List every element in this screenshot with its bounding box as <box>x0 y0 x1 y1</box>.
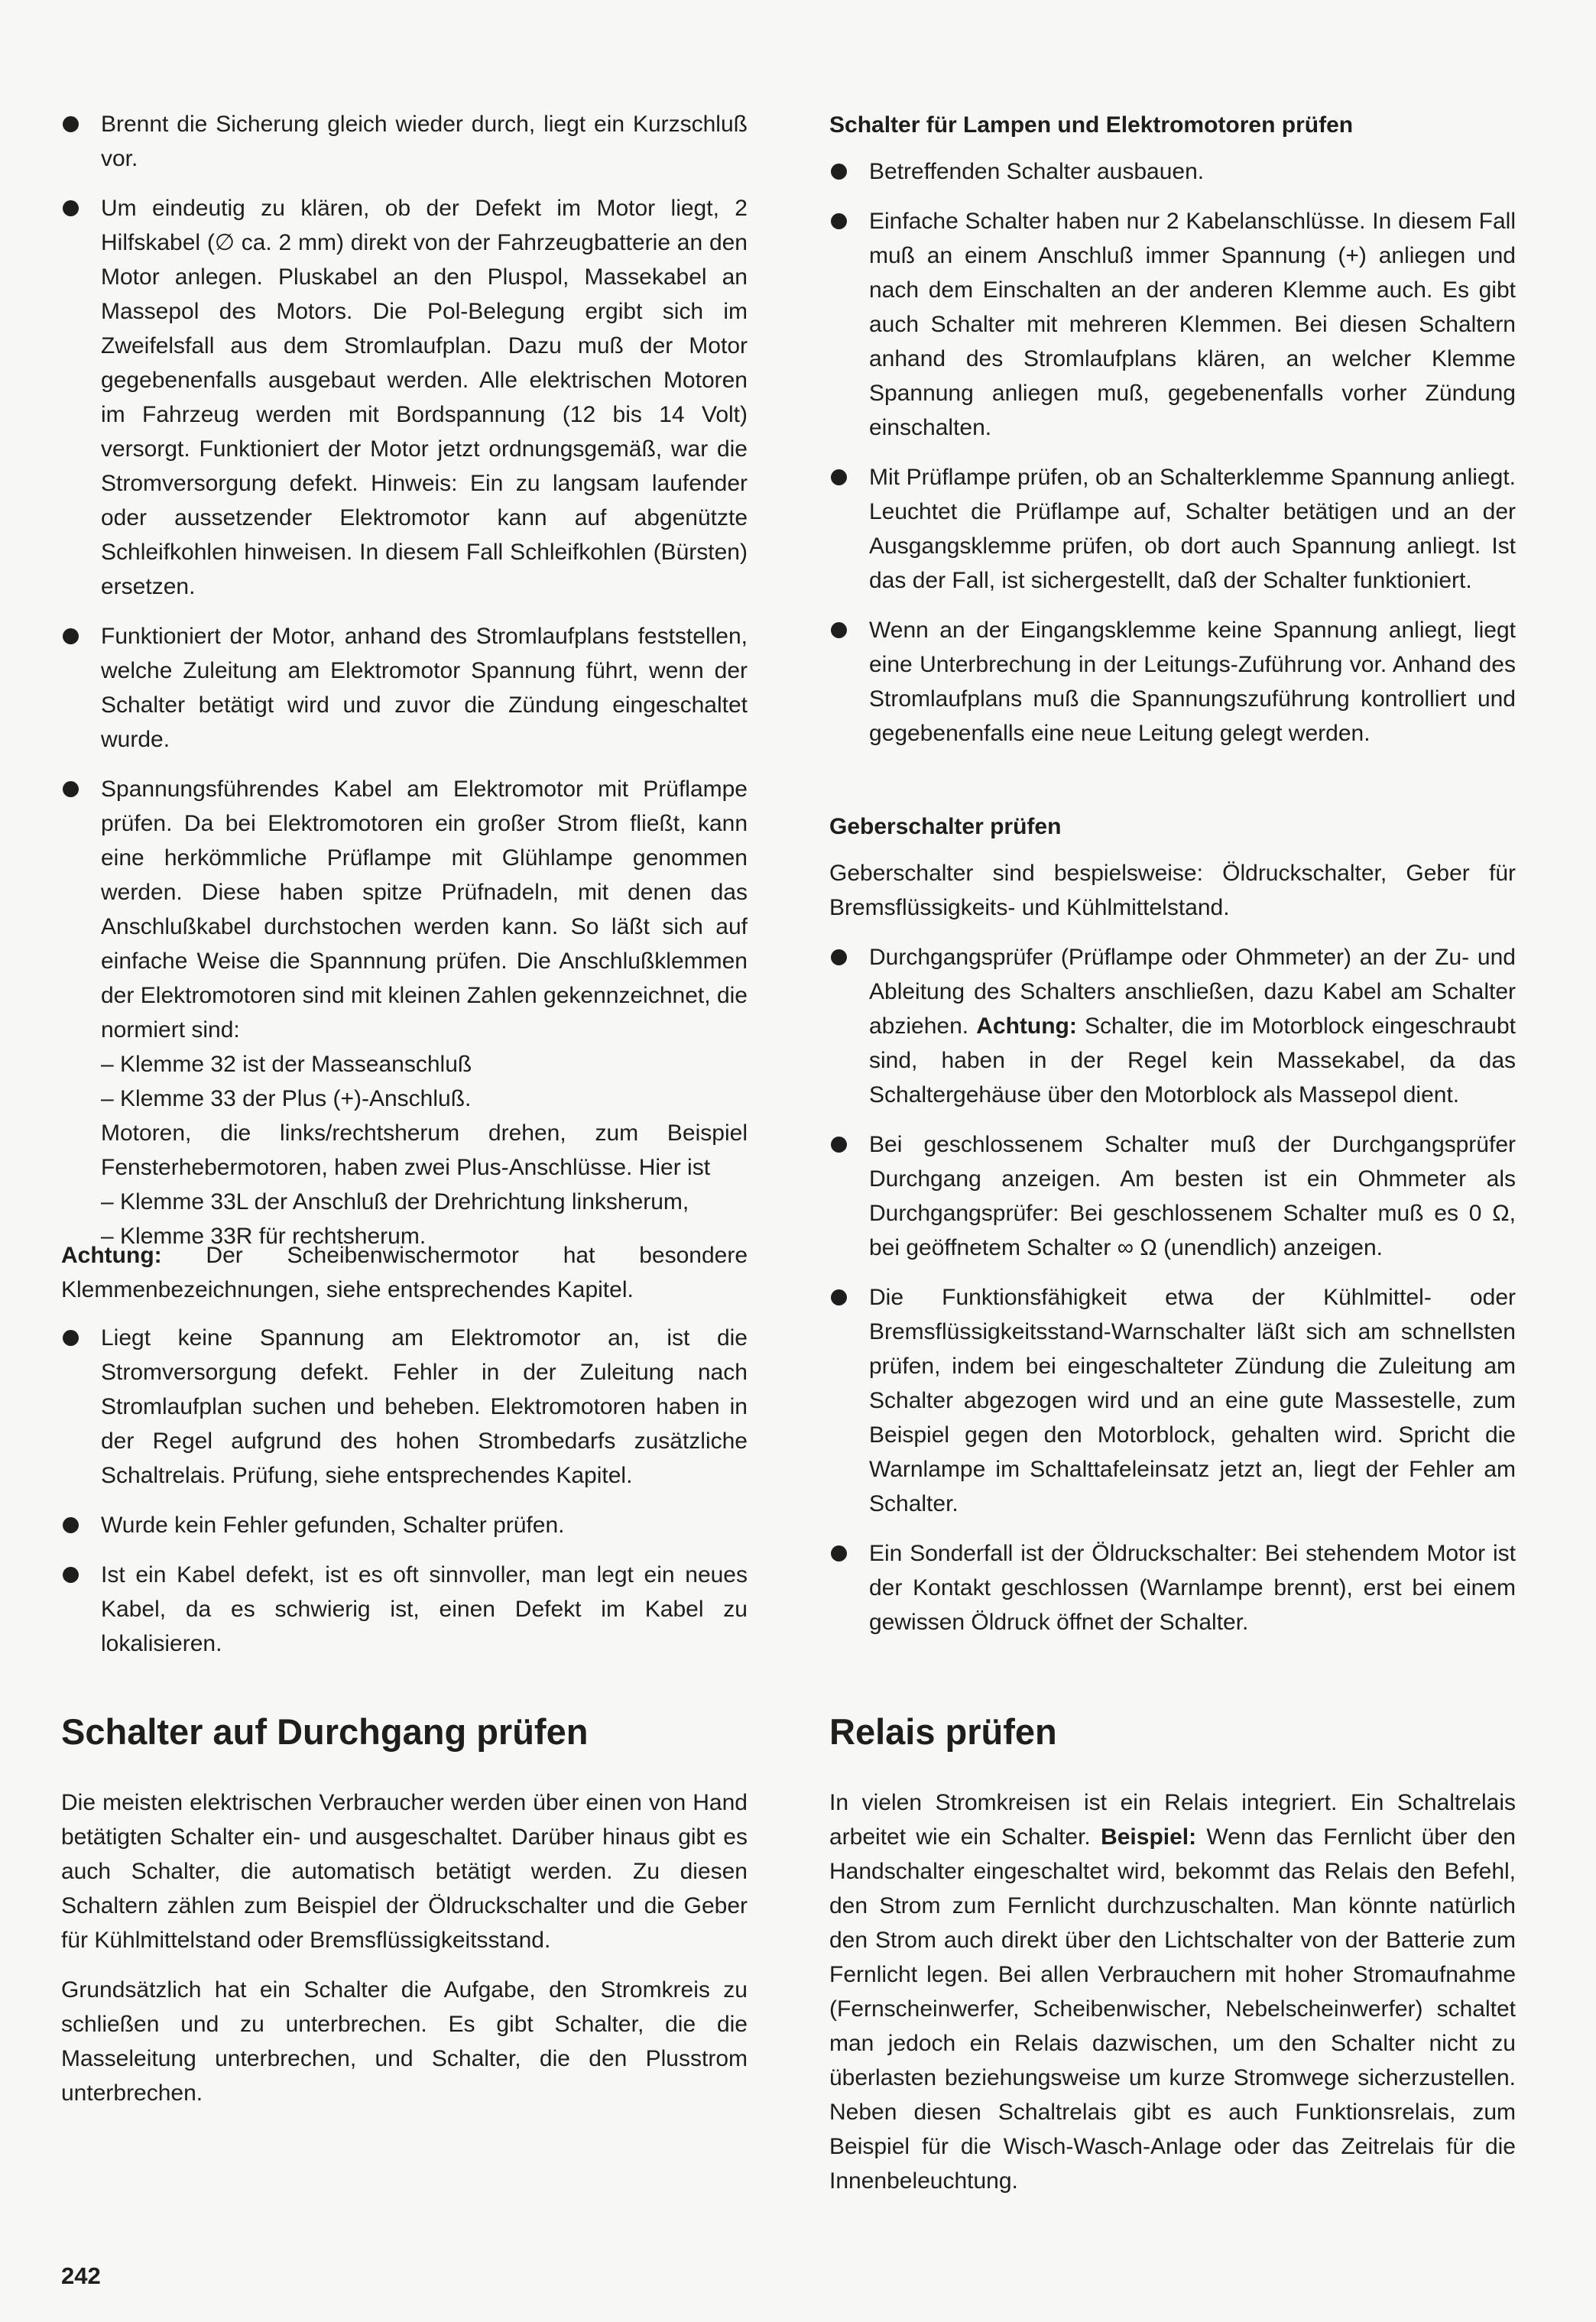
subsection-heading: Schalter für Lampen und Elektromotoren prüfen <box>829 112 1354 138</box>
bullet-text: Ist ein Kabel defekt, ist es oft sinnvoller, man legt ein neues Kabel, da es schwierig ist, einen Defekt im Kabel zu lokalisieren. <box>101 1562 748 1656</box>
bullet-text: Betreffenden Schalter ausbauen. <box>869 159 1205 184</box>
list-item <box>829 1280 1516 1521</box>
bullet-text: Einfache Schalter haben nur 2 Kabelanschlüsse. In diesem Fall muß an einem Anschluß immer Spannung (+) anliegen und nach dem Einschalten an der anderen Klemme auch. Es gibt auch Schalter mit mehreren Klemmen. Bei diesen Schaltern anhand des Stromlaufplans klären, an welcher Klemme Spannung anliegen muß, gegebenenfalls vorher Zündung einschalten. <box>869 209 1516 440</box>
list-item <box>829 204 1516 445</box>
subsection-heading: Geberschalter prüfen <box>829 814 1062 839</box>
bullet-text: Brennt die Sicherung gleich wieder durch, liegt ein Kurzschluß vor. <box>101 112 748 171</box>
list-item <box>61 1508 748 1542</box>
bullet-text <box>869 940 1516 1112</box>
bullet-text: Mit Prüflampe prüfen, ob an Schalterklemme Spannung anliegt. Leuchtet die Prüflampe auf, Schalter betätigen und an der Ausgangsklemme prüfen, ob dort auch Spannung anliegt. Ist das der Fall, ist sichergestellt, daß der Schalter funktioniert. <box>869 465 1516 593</box>
terminal-item: – Klemme 33L der Anschluß der Drehrichtung linksherum, <box>101 1189 689 1215</box>
bullet-text: Bei geschlossenem Schalter muß der Durchgangsprüfer Durchgang anzeigen. Am besten ist ein Ohmmeter als Durchgangsprüfer: Bei geschlossenem Schalter muß es 0 Ω, bei geöffnetem Schalter ∞ Ω (unendlich) anzeigen. <box>869 1132 1516 1260</box>
beispiel-label: Beispiel: <box>1101 1824 1197 1850</box>
list-item <box>61 772 748 1253</box>
bullet-text-part: Schalter, die im Motorblock eingeschraubt sind, haben in der Regel kein Massekabel, da das Schaltergehäuse über den Motorblock als Massepol dient. <box>869 1013 1516 1107</box>
list-item <box>61 107 748 176</box>
section-title: Relais prüfen <box>829 1711 1057 1752</box>
achtung-label: Achtung: <box>61 1243 162 1268</box>
terminal-item: – Klemme 33 der Plus (+)-Anschluß. <box>101 1086 472 1111</box>
section-title: Schalter auf Durchgang prüfen <box>61 1711 589 1752</box>
section-geberschalter <box>829 810 1516 1655</box>
list-item <box>829 613 1516 751</box>
section-durchgang <box>61 1709 748 2126</box>
achtung-label: Achtung: <box>976 1013 1077 1039</box>
section-lampen-motoren <box>829 109 1516 766</box>
paragraph: Geberschalter sind bespielsweise: Öldruckschalter, Geber für Bremsflüssigkeits- und Kühlmittelstand. <box>829 861 1516 920</box>
bullet-text: Liegt keine Spannung am Elektromotor an, ist die Stromversorgung defekt. Fehler in der Zuleitung nach Stromlaufplan suchen und beheben. Elektromotoren haben in der Regel aufgrund des hohen Strombedarfs zusätzliche Schaltrelais. Prüfung, siehe entsprechendes Kapitel. <box>101 1325 748 1488</box>
bullet-text: Um eindeutig zu klären, ob der Defekt im Motor liegt, 2 Hilfskabel (∅ ca. 2 mm) direkt von der Fahrzeugbatterie an den Motor anlegen. Pluskabel an den Pluspol, Massekabel an Massepol des Motors. Die Pol-Belegung ergibt sich im Zweifelsfall aus dem Stromlaufplan. Dazu muß der Motor gegebenenfalls ausgebaut werden. Alle elektrischen Motoren im Fahrzeug werden mit Bordspannung (12 bis 14 Volt) versorgt. Funktioniert der Motor jetzt ordnungsgemäß, war die Stromversorgung defekt. Hinweis: Ein zu langsam laufender oder aussetzender Elektromotor kann auf abgenützte Schleifkohlen hinweisen. In diesem Fall Schleifkohlen (Bürsten) ersetzen. <box>101 196 748 599</box>
list-item <box>829 940 1516 1112</box>
bullet-text: Ein Sonderfall ist der Öldruckschalter: Bei stehendem Motor ist der Kontakt geschlossen (Warnlampe brennt), erst bei einem gewissen Öldruck öffnet der Schalter. <box>869 1541 1516 1635</box>
paragraph-part: In vielen Stromkreisen ist ein Relais integriert. Ein Schaltrelais arbeitet wie ein Schalter. <box>829 1790 1516 1850</box>
list-item <box>829 460 1516 598</box>
bullet-text: Die Funktionsfähigkeit etwa der Kühlmittel- oder Bremsflüssigkeitsstand-Warnschalter läßt sich am schnellsten prüfen, indem bei eingeschalteter Zündung die Zuleitung am Schalter abgezogen wird und an eine gute Massestelle, zum Beispiel gegen den Motorblock, gehalten wird. Spricht die Warnlampe im Schalttafeleinsatz jetzt an, liegt der Fehler am Schalter. <box>869 1285 1516 1516</box>
section-relais <box>829 1709 1516 2213</box>
bullet-text: Spannungsführendes Kabel am Elektromotor mit Prüflampe prüfen. Da bei Elektromotoren ein großer Strom fließt, kann eine herkömmliche Prüflampe mit Glühlampe genommen werden. Diese haben spitze Prüfnadeln, mit denen das Anschlußkabel durchstochen werden kann. So läßt sich auf einfache Weise die Spannnung prüfen. Die Anschlußklemmen der Elektromotoren sind mit kleinen Zahlen gekennzeichnet, die normiert sind: <box>101 777 748 1043</box>
bullet-text-part: Durchgangsprüfer (Prüflampe oder Ohmmeter) an der Zu- und Ableitung des Schalters anschließen, dazu Kabel am Schalter abziehen. <box>869 945 1516 1039</box>
achtung-text: Der Scheibenwischermotor hat besondere Klemmenbezeichnungen, siehe entsprechendes Kapitel. <box>61 1243 748 1302</box>
achtung-note <box>61 1238 748 1307</box>
list-item <box>61 191 748 604</box>
page-number: 242 <box>61 2262 101 2289</box>
paragraph <box>829 1785 1516 2198</box>
left-bullet-list-top <box>61 107 748 1269</box>
list-item <box>61 1558 748 1661</box>
bullet-text-continued: Motoren, die links/rechtsherum drehen, zum Beispiel Fensterhebermotoren, haben zwei Plus-Anschlüsse. Hier ist <box>101 1120 748 1180</box>
list-item <box>829 1127 1516 1265</box>
paragraph-part: Wenn das Fernlicht über den Handschalter eingeschaltet wird, bekommt das Relais den Befehl, den Strom zum Fernlicht durchzuschalten. Man könnte natürlich den Strom auch direkt über den Lichtschalter von der Batterie zum Fernlicht legen. Bei allen Verbrauchern mit hoher Stromaufnahme (Fernscheinwerfer, Scheibenwischer, Nebelscheinwerfer) schaltet man jedoch ein Relais dazwischen, um den Schalter nicht zu überlasten beziehungsweise um kurze Stromwege sicherzustellen. Neben diesen Schaltrelais gibt es auch Funktionsrelais, zum Beispiel für die Wisch-Wasch-Anlage oder das Zeitrelais für die Innenbeleuchtung. <box>829 1824 1516 2194</box>
left-bullet-list-bottom <box>61 1321 748 1676</box>
terminal-item: – Klemme 33R für rechtsherum. <box>101 1224 427 1249</box>
list-item <box>829 154 1516 189</box>
terminal-item: – Klemme 32 ist der Masseanschluß <box>101 1052 472 1077</box>
list-item <box>829 1536 1516 1639</box>
bullet-text: Wenn an der Eingangsklemme keine Spannung anliegt, liegt eine Unterbrechung in der Leitungs-Zuführung vor. Anhand des Stromlaufplans muß die Spannungszuführung kontrolliert und gegebenenfalls eine neue Leitung gelegt werden. <box>869 618 1516 746</box>
paragraph: Grundsätzlich hat ein Schalter die Aufgabe, den Stromkreis zu schließen und zu unterbrechen. Es gibt Schalter, die die Masseleitung unterbrechen, und Schalter, die den Plusstrom unterbrechen. <box>61 1977 748 2106</box>
bullet-text: Wurde kein Fehler gefunden, Schalter prüfen. <box>101 1513 565 1538</box>
list-item <box>61 619 748 757</box>
bullet-text: Funktioniert der Motor, anhand des Stromlaufplans feststellen, welche Zuleitung am Elektromotor Spannung führt, wenn der Schalter betätigt wird und zuvor die Zündung eingeschaltet wurde. <box>101 624 748 752</box>
list-item <box>61 1321 748 1493</box>
paragraph: Die meisten elektrischen Verbraucher werden über einen von Hand betätigten Schalter ein- und ausgeschaltet. Darüber hinaus gibt es auch Schalter, die automatisch betätigt werden. Zu diesen Schaltern zählen zum Beispiel der Öldruckschalter und die Geber für Kühlmittelstand oder Bremsflüssigkeitsstand. <box>61 1790 748 1953</box>
